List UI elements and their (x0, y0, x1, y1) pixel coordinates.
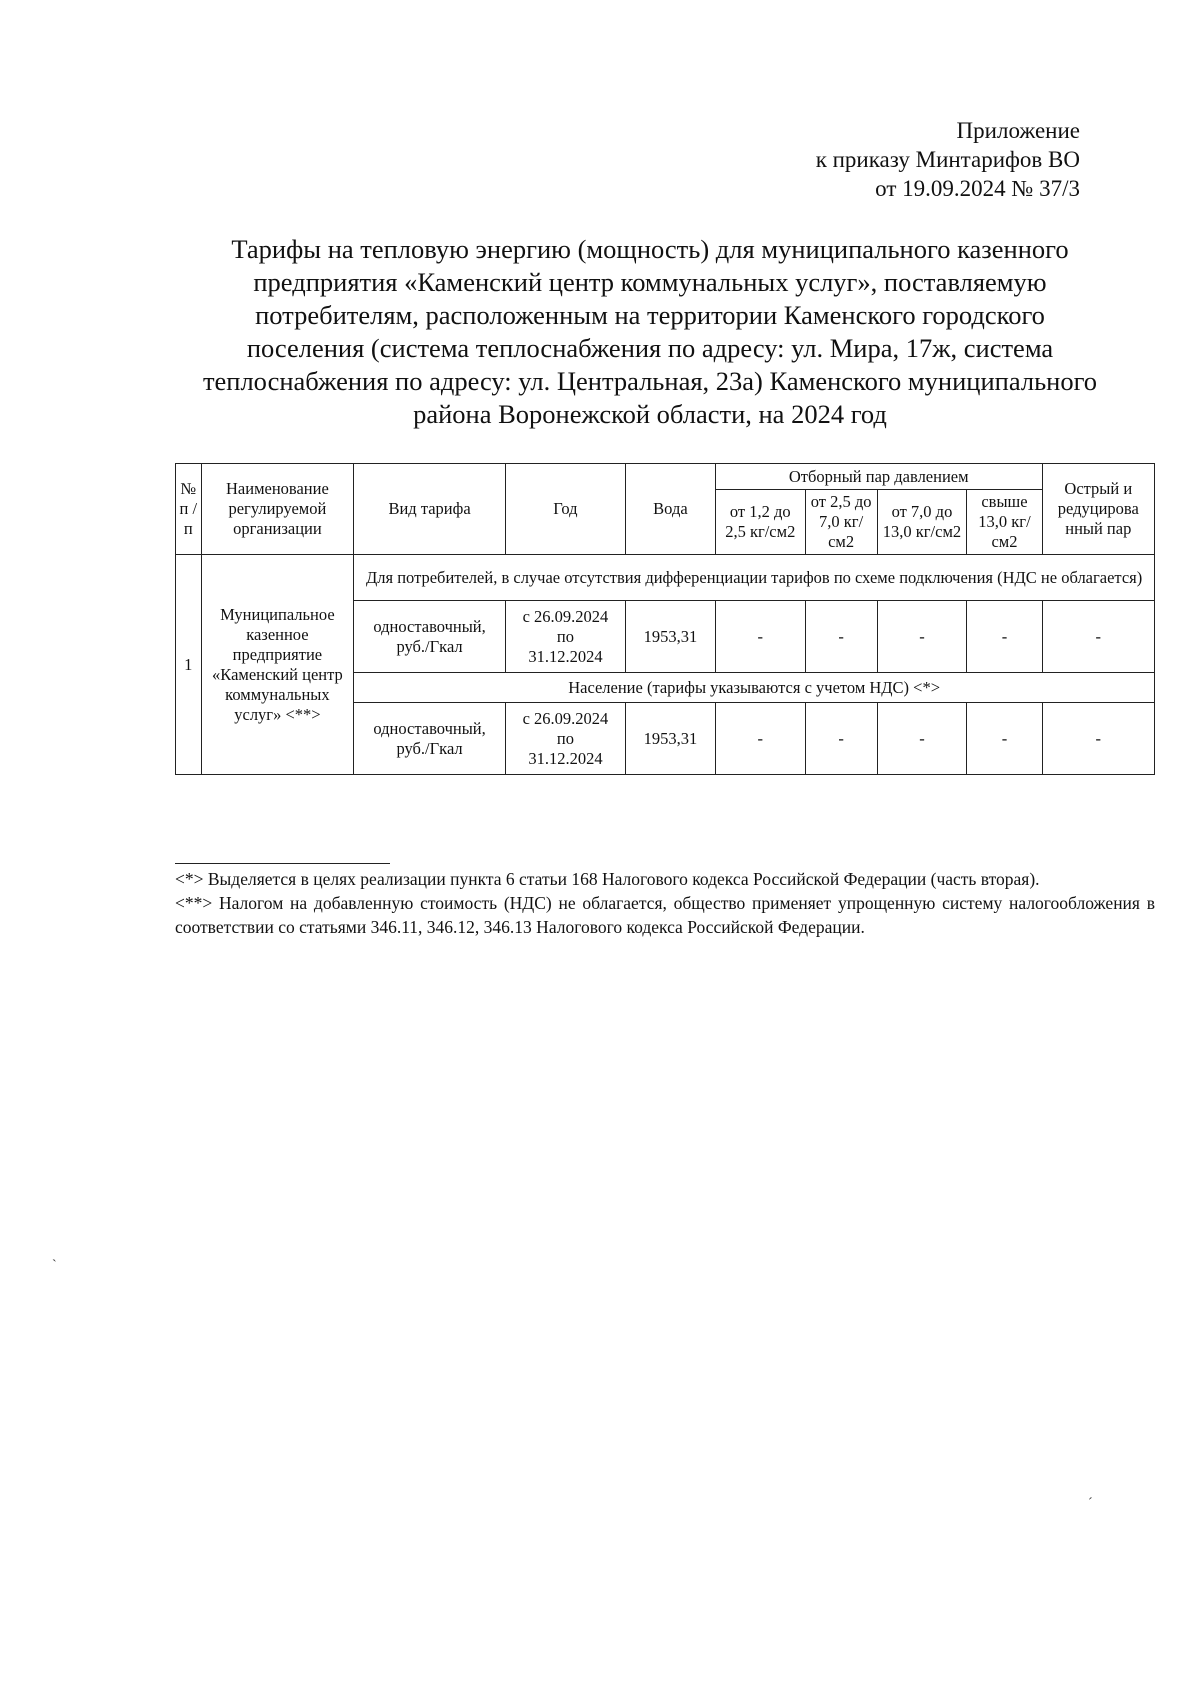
document-title (150, 233, 1150, 431)
header-pressure-1: от 1,2 до 2,5 кг/см2 (715, 490, 805, 555)
section-label-consumers: Для потребителей, в случае отсутствия дифференциации тарифов по схеме подключения (НДС не облагается) (354, 555, 1155, 601)
cell-sharp-steam: - (1042, 601, 1154, 673)
period-from: с 26.09.2024 (522, 606, 609, 626)
title-line: Тарифы на тепловую энергию (мощность) для муниципального казенного (231, 234, 1069, 264)
appendix-order-ref: к приказу Минтарифов ВО (815, 147, 1080, 172)
cell-tariff-type: одноставочный, руб./Гкал (354, 703, 506, 775)
cell-pressure-3: - (877, 601, 967, 673)
cell-pressure-4: - (967, 601, 1042, 673)
header-sharp-steam: Острый и редуцирова нный пар (1042, 464, 1154, 555)
period-from: с 26.09.2024 (522, 708, 609, 728)
appendix-header (816, 116, 1080, 203)
footnote-1: <*> Выделяется в целях реализации пункта 6 статьи 168 Налогового кодекса Российской Федерации (часть вторая). (175, 869, 1040, 889)
period-to: 31.12.2024 (528, 646, 603, 666)
cell-water: 1953,31 (626, 703, 716, 775)
title-line: предприятия «Каменский центр коммунальных услуг», поставляемую (253, 267, 1047, 297)
title-line: потребителям, расположенным на территории Каменского городского (255, 300, 1045, 330)
cell-pressure-1: - (715, 601, 805, 673)
cell-period (505, 703, 625, 775)
row-org-name: Муниципальное казенное предприятие «Каменский центр коммунальных услуг» <**> (201, 555, 354, 775)
appendix-order-date: от 19.09.2024 № 37/3 (875, 176, 1080, 201)
cell-pressure-3: - (877, 703, 967, 775)
header-pressure-4: свыше 13,0 кг/см2 (967, 490, 1042, 555)
section-label-population: Население (тарифы указываются с учетом НДС) <*> (354, 673, 1155, 703)
tariff-table (175, 463, 1155, 775)
title-line: района Воронежской области, на 2024 год (413, 399, 887, 429)
cell-period (505, 601, 625, 673)
period-to: 31.12.2024 (528, 748, 603, 768)
period-mid: по (556, 728, 574, 748)
cell-pressure-2: - (805, 703, 877, 775)
header-num: № п / п (176, 464, 202, 555)
scan-speck: ` (52, 1258, 57, 1273)
appendix-title: Приложение (956, 118, 1080, 143)
title-line: теплоснабжения по адресу: ул. Центральная, 23а) Каменского муниципального (202, 366, 1098, 396)
row-num: 1 (176, 555, 202, 775)
footnote-2: <**> Налогом на добавленную стоимость (НДС) не облагается, общество применяет упрощенную систему налогообложения в соответствии со статьями 346.11, 346.12, 346.13 Налогового кодекса Российской Федерации. (175, 893, 1155, 937)
cell-sharp-steam: - (1042, 703, 1154, 775)
header-org: Наименование регулируемой организации (201, 464, 354, 555)
header-steam-group: Отборный пар давлением (715, 464, 1042, 490)
period-mid: по (556, 626, 574, 646)
scan-speck: ´ (1088, 1496, 1093, 1511)
header-tariff-type: Вид тарифа (354, 464, 506, 555)
section-row (176, 555, 1155, 601)
header-year: Год (505, 464, 625, 555)
cell-pressure-2: - (805, 601, 877, 673)
title-line: поселения (система теплоснабжения по адресу: ул. Мира, 17ж, система (246, 333, 1054, 363)
footnote-separator (175, 863, 390, 864)
header-pressure-2: от 2,5 до 7,0 кг/см2 (805, 490, 877, 555)
cell-pressure-4: - (967, 703, 1042, 775)
cell-pressure-1: - (715, 703, 805, 775)
header-pressure-3: от 7,0 до 13,0 кг/см2 (877, 490, 967, 555)
header-water: Вода (626, 464, 716, 555)
cell-water: 1953,31 (626, 601, 716, 673)
cell-tariff-type: одноставочный, руб./Гкал (354, 601, 506, 673)
footnotes (175, 867, 1155, 939)
table-header-row (176, 464, 1155, 490)
